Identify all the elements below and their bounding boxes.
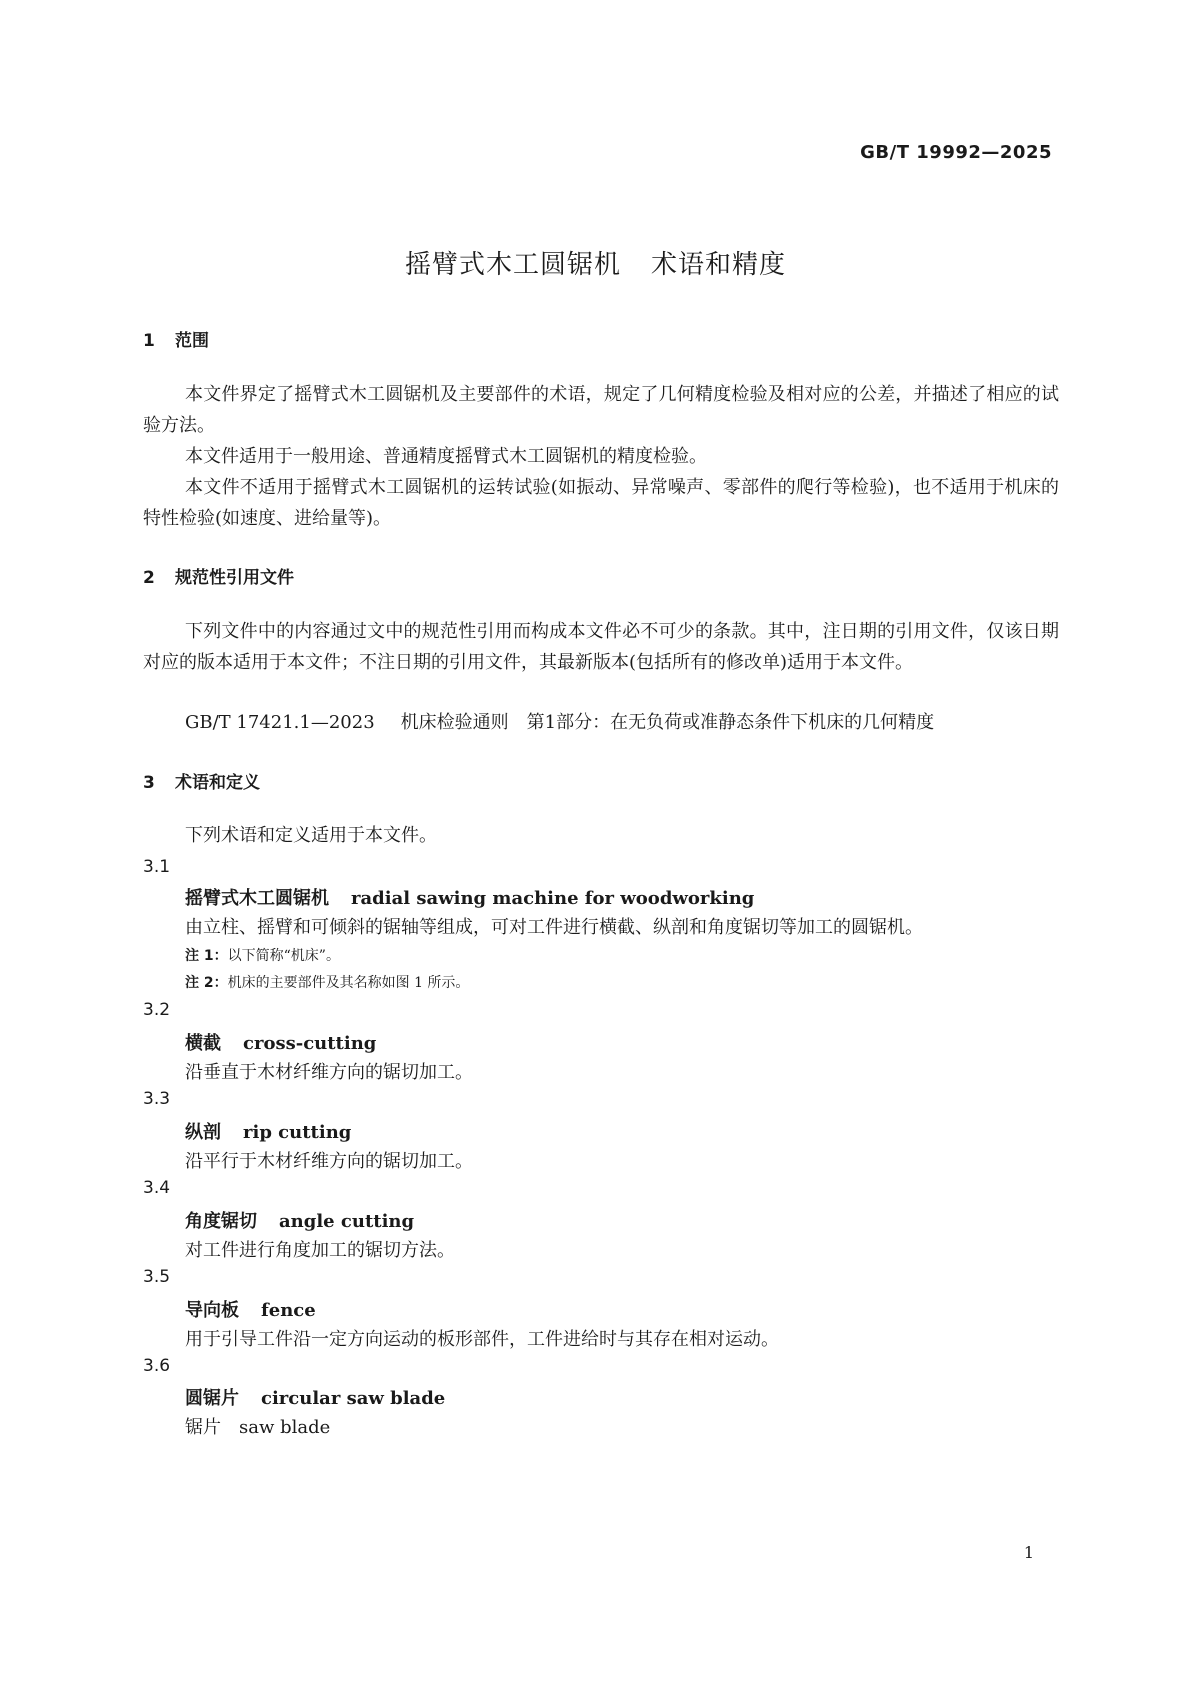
section-3-heading: 3 术语和定义 xyxy=(143,773,260,793)
term-number: 3.2 xyxy=(143,1000,171,1020)
term-note-1: 注 1：以下简称“机床”。 xyxy=(185,948,340,964)
term-en: rip cutting xyxy=(243,1122,352,1143)
term-heading xyxy=(185,1029,376,1055)
page-number: 1 xyxy=(1023,1543,1034,1562)
term-heading xyxy=(185,1207,414,1233)
section-1-heading: 1 范围 xyxy=(143,331,209,351)
term-zh: 横截 xyxy=(185,1033,221,1054)
term-zh: 圆锯片 xyxy=(185,1388,239,1409)
term-definition: 沿垂直于木材纤维方向的锯切加工。 xyxy=(185,1062,473,1083)
term-number: 3.1 xyxy=(143,857,171,877)
normative-reference xyxy=(185,708,934,734)
title-main: 摇臂式木工圆锯机 xyxy=(404,250,621,280)
term-heading xyxy=(185,1296,316,1322)
section-3-intro: 下列术语和定义适用于本文件。 xyxy=(185,825,437,846)
title-sub: 术语和精度 xyxy=(651,250,787,280)
term-number: 3.5 xyxy=(143,1267,171,1287)
term-heading xyxy=(185,1384,445,1410)
reference-title: 机床检验通则 第1部分：在无负荷或准静态条件下机床的几何精度 xyxy=(400,712,935,733)
term-note-2: 注 2：机床的主要部件及其名称如图 1 所示。 xyxy=(185,975,470,991)
term-zh: 导向板 xyxy=(185,1300,239,1321)
term-zh: 纵剖 xyxy=(185,1122,221,1143)
document-title xyxy=(0,244,1191,281)
term-number: 3.3 xyxy=(143,1089,171,1109)
reference-code: GB/T 17421.1—2023 xyxy=(185,712,375,733)
term-en: cross-cutting xyxy=(243,1033,377,1054)
section-2-heading: 2 规范性引用文件 xyxy=(143,568,294,588)
term-en: radial sawing machine for woodworking xyxy=(351,888,755,909)
section-1-paragraph-2: 本文件适用于一般用途、普通精度摇臂式木工圆锯机的精度检验。 xyxy=(185,446,707,467)
section-2-paragraph-1: 下列文件中的内容通过文中的规范性引用而构成本文件必不可少的条款。其中，注日期的引用文件，仅该日期对应的版本适用于本文件；不注日期的引用文件，其最新版本(包括所有的修改单)适用于本文件。 xyxy=(143,621,1059,673)
term-en: circular saw blade xyxy=(261,1388,446,1409)
term-number: 3.4 xyxy=(143,1178,171,1198)
term-heading xyxy=(185,884,754,910)
term-heading xyxy=(185,1118,351,1144)
term-definition: 用于引导工件沿一定方向运动的板形部件，工件进给时与其存在相对运动。 xyxy=(185,1329,779,1350)
term-zh: 摇臂式木工圆锯机 xyxy=(185,888,329,909)
section-1-paragraph-1: 本文件界定了摇臂式木工圆锯机及主要部件的术语，规定了几何精度检验及相对应的公差，并描述了相应的试验方法。 xyxy=(143,384,1059,436)
section-1-paragraph-3: 本文件不适用于摇臂式木工圆锯机的运转试验(如振动、异常噪声、零部件的爬行等检验)，也不适用于机床的特性检验(如速度、进给量等)。 xyxy=(143,477,1059,529)
term-en: angle cutting xyxy=(279,1211,415,1232)
term-zh: 角度锯切 xyxy=(185,1211,257,1232)
term-en: fence xyxy=(261,1300,316,1321)
term-definition: 沿平行于木材纤维方向的锯切加工。 xyxy=(185,1151,473,1172)
standard-code: GB/T 19992—2025 xyxy=(860,142,1052,163)
term-definition: 由立柱、摇臂和可倾斜的锯轴等组成，可对工件进行横截、纵剖和角度锯切等加工的圆锯机。 xyxy=(185,917,923,938)
term-definition: 对工件进行角度加工的锯切方法。 xyxy=(185,1240,455,1261)
term-synonym: 锯片 saw blade xyxy=(185,1417,331,1438)
term-number: 3.6 xyxy=(143,1356,171,1376)
